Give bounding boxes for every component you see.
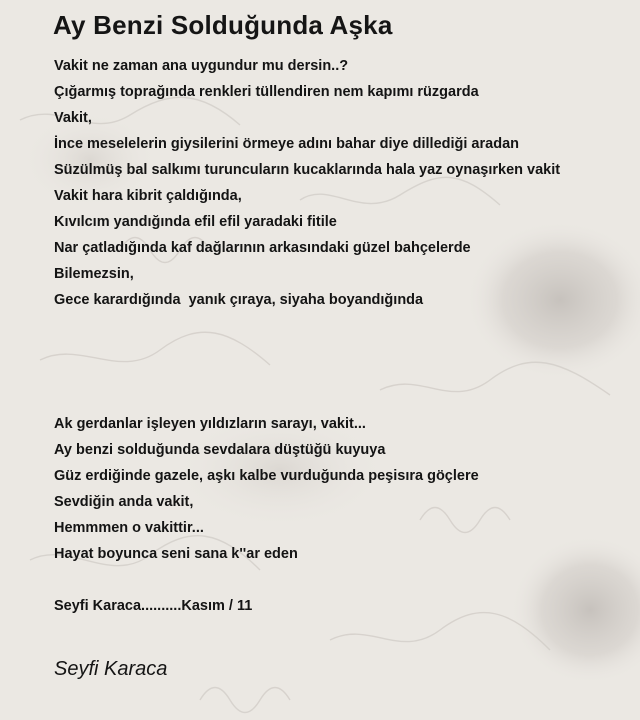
poem-line: Vakit, <box>54 110 92 126</box>
poem-title: Ay Benzi Solduğunda Aşka <box>53 10 393 40</box>
poem-line: Ay benzi solduğunda sevdalara düştüğü kuyuya <box>54 442 386 458</box>
poem-line: Hemmmen o vakittir... <box>54 520 204 536</box>
signature-line: Seyfi Karaca..........Kasım / 11 <box>54 598 253 614</box>
poem-line: Güz erdiğinde gazele, aşkı kalbe vurduğunda peşisıra göçlere <box>54 468 479 484</box>
author-name: Seyfi Karaca <box>54 658 168 680</box>
poem-line: İnce meselelerin giysilerini örmeye adını bahar diye dillediği aradan <box>54 136 519 152</box>
poem-line: Sevdiğin anda vakit, <box>54 494 194 510</box>
poem-line: Bilemezsin, <box>54 266 134 282</box>
poem-line: Kıvılcım yandığında efil efil yaradaki fitile <box>54 214 337 230</box>
poem-line: Nar çatladığında kaf dağlarının arkasındaki güzel bahçelerde <box>54 240 471 256</box>
poem-stanza-1 <box>54 53 560 313</box>
poem-line: Vakit ne zaman ana uygundur mu dersin..? <box>54 58 349 74</box>
poem-line: Ak gerdanlar işleyen yıldızların sarayı, vakit... <box>54 416 366 432</box>
poem-line: Süzülmüş bal salkımı turuncuların kucaklarında hala yaz oynaşırken vakit <box>54 162 561 178</box>
poem-line: Gece karardığında yanık çıraya, siyaha boyandığında <box>54 292 424 308</box>
poem-line: Çığarmış toprağında renkleri tüllendiren nem kapımı rüzgarda <box>54 84 479 100</box>
poem-line: Hayat boyunca seni sana k''ar eden <box>54 546 298 562</box>
poem-line: Vakit hara kibrit çaldığında, <box>54 188 242 204</box>
poem-stanza-2 <box>54 411 479 567</box>
